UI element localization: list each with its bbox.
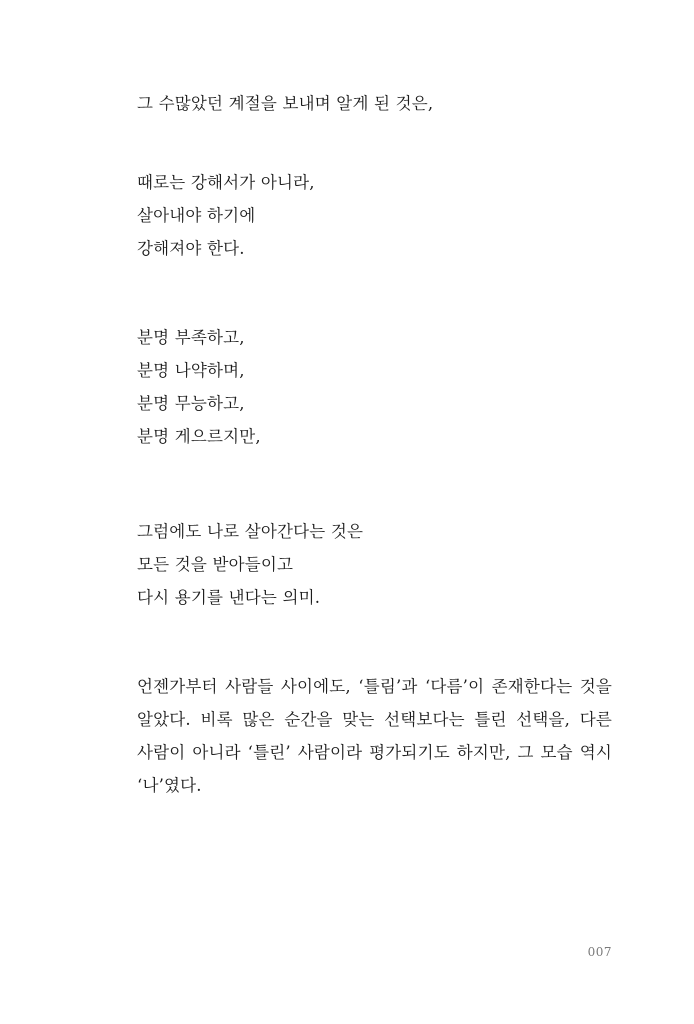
stanza-line: 분명 나약하며, xyxy=(137,361,245,380)
stanza-2 xyxy=(137,166,612,265)
page-number: 007 xyxy=(587,945,612,959)
stanza-line: 그 수많았던 계절을 보내며 알게 된 것은, xyxy=(137,94,434,113)
stanza-line: 그럼에도 나로 살아간다는 것은 xyxy=(137,522,364,541)
stanza-line: 분명 게으르지만, xyxy=(137,427,261,446)
stanza-4 xyxy=(137,515,612,614)
stanza-line: 분명 무능하고, xyxy=(137,394,245,413)
stanza-line: 분명 부족하고, xyxy=(137,328,245,347)
stanza-line: 살아내야 하기에 xyxy=(137,206,256,225)
stanza-line: 때로는 강해서가 아니라, xyxy=(137,173,315,192)
stanza-3 xyxy=(137,321,612,453)
stanza-line: 다시 용기를 낸다는 의미. xyxy=(137,588,321,607)
stanza-line: 모든 것을 받아들이고 xyxy=(137,555,294,574)
stanza-line: 강해져야 한다. xyxy=(137,239,245,258)
prose-paragraph: 언젠가부터 사람들 사이에도, ‘틀림’과 ‘다름’이 존재한다는 것을 알았다. 비록 많은 순간을 맞는 선택보다는 틀린 선택을, 다른 사람이 아니라 ‘틀린’ 사람이라 평가되기도 하지만, 그 모습 역시 ‘나’였다. xyxy=(137,677,612,795)
stanza-1 xyxy=(137,87,612,120)
